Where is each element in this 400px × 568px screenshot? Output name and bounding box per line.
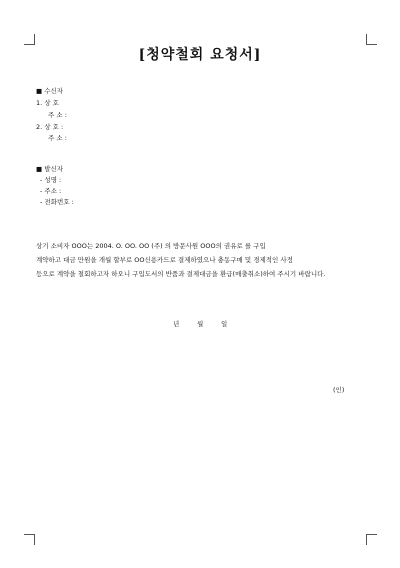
recipient-2-address: 주 소 : — [48, 134, 67, 142]
document-title: [청약철회 요청서] — [138, 47, 262, 63]
sender-heading: ■ 발신자 — [36, 165, 64, 173]
sender-address: - 주소 : — [40, 187, 62, 195]
recipient-1-company: 1. 상 호 — [36, 99, 59, 107]
request-body — [36, 239, 366, 281]
body-line-1: 상기 소비자 OOO는 2004. O. OO. OO (주) 의 방문사원 OOO의 권유로 를 구입 — [36, 242, 266, 250]
recipient-heading: ■ 수신자 — [36, 87, 64, 95]
recipient-2-company: 2. 상 호 : — [36, 123, 64, 131]
crop-mark-bottom-left — [24, 534, 35, 545]
sender-name: - 성명 : — [40, 176, 62, 184]
date-day: 일 — [221, 320, 228, 328]
date-month: 월 — [197, 320, 204, 328]
body-line-3: 등으로 계약을 철회하고자 하오니 구입도서의 반품과 결제대금을 환급(매출취소)하여 주시기 바랍니다. — [36, 270, 326, 278]
date-year: 년 — [173, 320, 180, 328]
seal-mark: (인) — [333, 386, 345, 394]
body-line-2: 계약하고 대금 만원을 개월 할부로 OO신용카드로 결제하였으나 충동구매 및 경제적인 사정 — [36, 256, 293, 264]
sender-phone: - 전화번호 : — [40, 198, 74, 206]
recipient-1-address: 주 소 : — [48, 111, 67, 119]
crop-mark-bottom-right — [366, 534, 377, 545]
